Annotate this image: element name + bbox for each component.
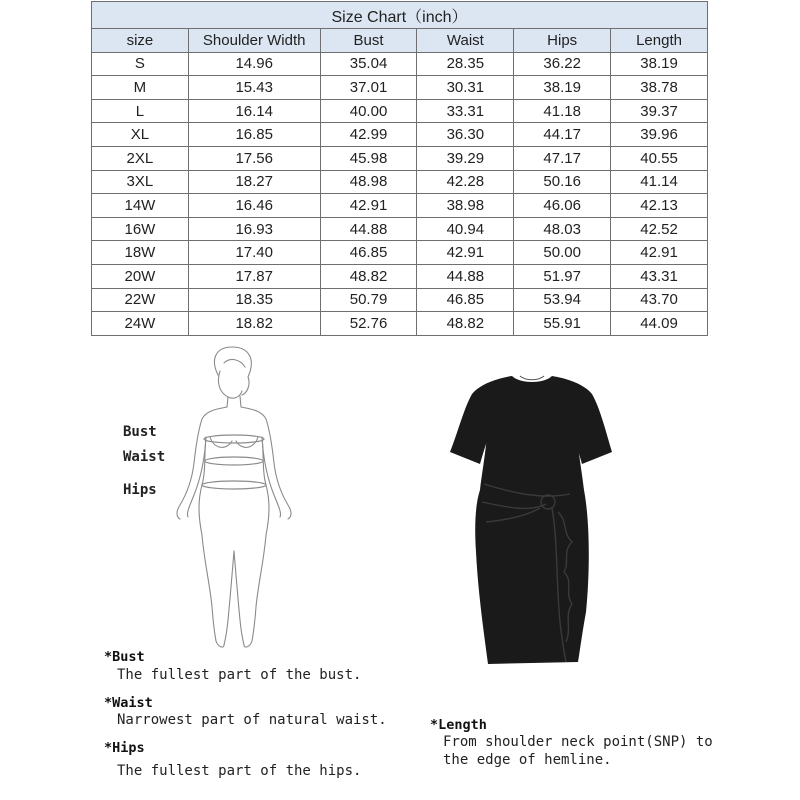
dress-image — [440, 372, 625, 667]
size-cell: XL — [92, 123, 189, 147]
note-waist-heading: *Waist — [104, 695, 153, 711]
table-row — [92, 241, 708, 265]
measurement-cell: 16.93 — [188, 217, 320, 241]
table-row — [92, 264, 708, 288]
size-cell: S — [92, 52, 189, 76]
bust-label: Bust — [123, 424, 157, 440]
table-row — [92, 99, 708, 123]
measurement-cell: 42.28 — [417, 170, 514, 194]
table-row — [92, 288, 708, 312]
measurement-cell: 50.79 — [320, 288, 417, 312]
table-row — [92, 52, 708, 76]
size-cell: 24W — [92, 312, 189, 336]
size-cell: 18W — [92, 241, 189, 265]
measurement-cell: 48.98 — [320, 170, 417, 194]
measurement-cell: 41.14 — [611, 170, 708, 194]
measurement-cell: 38.19 — [514, 76, 611, 100]
note-bust-heading: *Bust — [104, 649, 145, 665]
column-header: Shoulder Width — [188, 29, 320, 53]
measurement-cell: 51.97 — [514, 264, 611, 288]
note-waist-text: Narrowest part of natural waist. — [117, 712, 387, 728]
measurement-cell: 17.40 — [188, 241, 320, 265]
table-row — [92, 123, 708, 147]
measurement-cell: 39.29 — [417, 146, 514, 170]
size-cell: 20W — [92, 264, 189, 288]
measurement-cell: 40.94 — [417, 217, 514, 241]
measurement-cell: 46.85 — [320, 241, 417, 265]
measurement-cell: 15.43 — [188, 76, 320, 100]
measurement-cell: 30.31 — [417, 76, 514, 100]
table-header-row — [92, 29, 708, 53]
measurement-cell: 36.22 — [514, 52, 611, 76]
measurement-cell: 44.17 — [514, 123, 611, 147]
measurement-cell: 39.96 — [611, 123, 708, 147]
measurement-cell: 44.88 — [417, 264, 514, 288]
measurement-cell: 14.96 — [188, 52, 320, 76]
measurement-cell: 42.52 — [611, 217, 708, 241]
measurement-cell: 39.37 — [611, 99, 708, 123]
size-chart-table — [91, 1, 708, 336]
measurement-cell: 28.35 — [417, 52, 514, 76]
measurement-cell: 37.01 — [320, 76, 417, 100]
measurement-cell: 38.98 — [417, 194, 514, 218]
measurement-cell: 40.55 — [611, 146, 708, 170]
measurement-cell: 38.78 — [611, 76, 708, 100]
measurement-cell: 18.82 — [188, 312, 320, 336]
measurement-cell: 18.35 — [188, 288, 320, 312]
size-cell: 14W — [92, 194, 189, 218]
note-hips-heading: *Hips — [104, 740, 145, 756]
note-length-text-line2: the edge of hemline. — [443, 752, 612, 768]
column-header: Waist — [417, 29, 514, 53]
size-cell: M — [92, 76, 189, 100]
measurement-cell: 17.56 — [188, 146, 320, 170]
measurement-cell: 44.88 — [320, 217, 417, 241]
measurement-cell: 44.09 — [611, 312, 708, 336]
size-cell: 22W — [92, 288, 189, 312]
waist-label: Waist — [123, 449, 166, 465]
measurement-cell: 47.17 — [514, 146, 611, 170]
measurement-cell: 43.31 — [611, 264, 708, 288]
measurement-cell: 40.00 — [320, 99, 417, 123]
measurement-cell: 55.91 — [514, 312, 611, 336]
column-header: Length — [611, 29, 708, 53]
column-header: Bust — [320, 29, 417, 53]
measurement-cell: 46.06 — [514, 194, 611, 218]
measurement-cell: 52.76 — [320, 312, 417, 336]
size-cell: 16W — [92, 217, 189, 241]
measurement-cell: 42.91 — [611, 241, 708, 265]
measurement-cell: 46.85 — [417, 288, 514, 312]
measurement-cell: 17.87 — [188, 264, 320, 288]
column-header: Hips — [514, 29, 611, 53]
measurement-cell: 48.82 — [417, 312, 514, 336]
size-cell: L — [92, 99, 189, 123]
table-title: Size Chart（inch） — [92, 2, 708, 29]
note-length-heading: *Length — [430, 717, 487, 733]
note-bust-text: The fullest part of the bust. — [117, 667, 362, 683]
measurement-cell: 18.27 — [188, 170, 320, 194]
table-row — [92, 217, 708, 241]
measurement-cell: 38.19 — [611, 52, 708, 76]
table-row — [92, 146, 708, 170]
measurement-cell: 16.85 — [188, 123, 320, 147]
table-row — [92, 170, 708, 194]
measurement-cell: 42.13 — [611, 194, 708, 218]
measurement-cell: 43.70 — [611, 288, 708, 312]
size-cell: 2XL — [92, 146, 189, 170]
column-header: size — [92, 29, 189, 53]
measurement-cell: 16.46 — [188, 194, 320, 218]
measurement-cell: 41.18 — [514, 99, 611, 123]
size-cell: 3XL — [92, 170, 189, 194]
table-row — [92, 76, 708, 100]
measurement-cell: 16.14 — [188, 99, 320, 123]
measurement-cell: 42.99 — [320, 123, 417, 147]
measurement-cell: 48.82 — [320, 264, 417, 288]
note-hips-text: The fullest part of the hips. — [117, 763, 362, 779]
measurement-cell: 42.91 — [320, 194, 417, 218]
measurement-cell: 33.31 — [417, 99, 514, 123]
table-row — [92, 194, 708, 218]
measurement-cell: 53.94 — [514, 288, 611, 312]
measurement-cell: 45.98 — [320, 146, 417, 170]
measurement-cell: 48.03 — [514, 217, 611, 241]
measurement-cell: 50.00 — [514, 241, 611, 265]
measurement-cell: 42.91 — [417, 241, 514, 265]
measurement-cell: 50.16 — [514, 170, 611, 194]
hips-label: Hips — [123, 482, 157, 498]
measurement-cell: 35.04 — [320, 52, 417, 76]
table-row — [92, 312, 708, 336]
body-measurement-figure — [150, 345, 315, 650]
measurement-cell: 36.30 — [417, 123, 514, 147]
note-length-text-line1: From shoulder neck point(SNP) to — [443, 734, 713, 750]
